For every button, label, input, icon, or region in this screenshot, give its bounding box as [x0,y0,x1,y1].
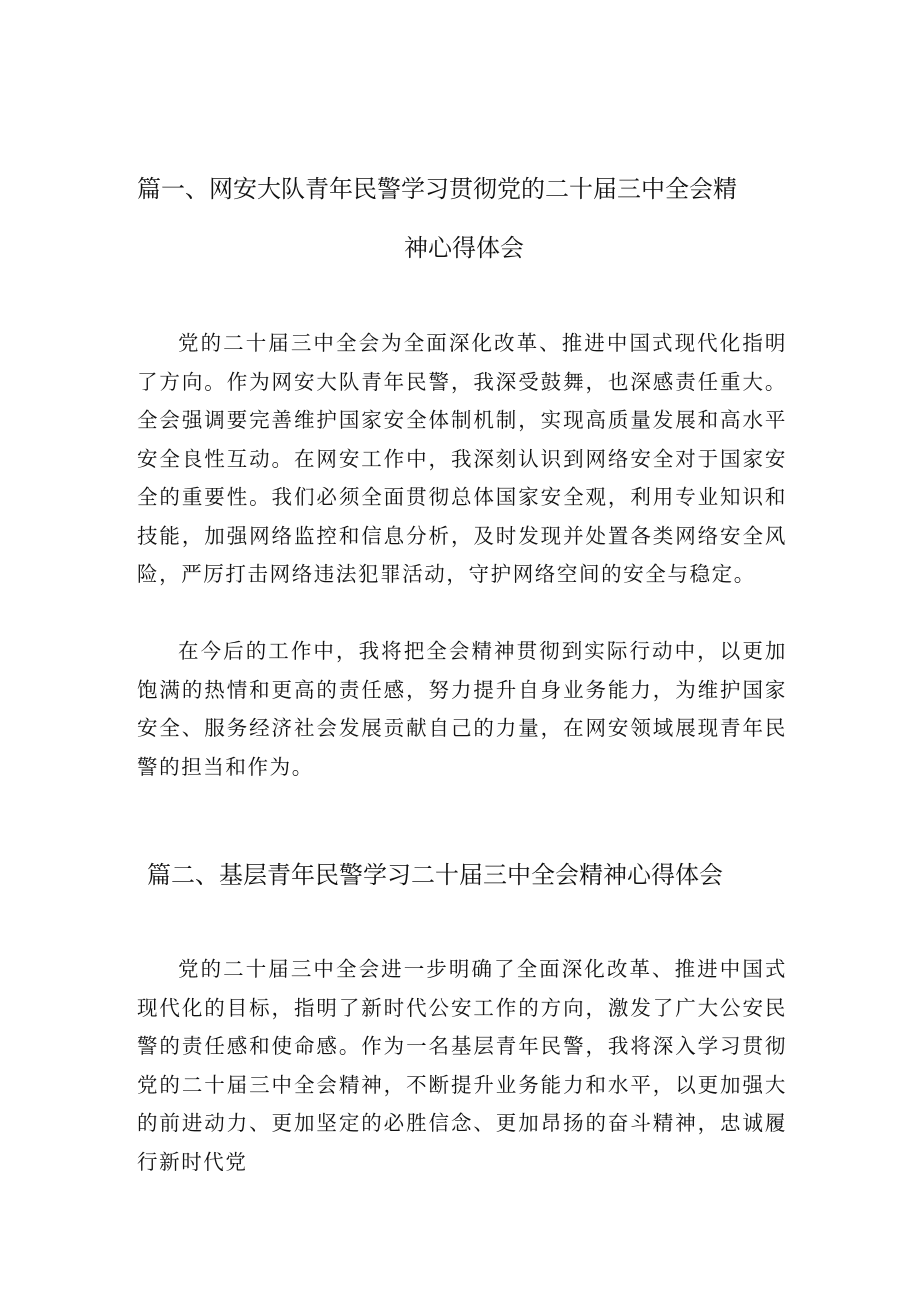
section1-paragraph-2: 在今后的工作中，我将把全会精神贯彻到实际行动中，以更加饱满的热情和更高的责任感，努力提升自身业务能力，为维护国家安全、服务经济社会发展贡献自己的力量，在网安领域展现青年民警的担当和作为。 [137,639,787,779]
section2-paragraph-1: 党的二十届三中全会进一步明确了全面深化改革、推进中国式现代化的目标，指明了新时代公安工作的方向，激发了广大公安民警的责任感和使命感。作为一名基层青年民警，我将深入学习贯彻党的二十届三中全会精神，不断提升业务能力和水平，以更加强大的前进动力、更加坚定的必胜信念、更加昂扬的奋斗精神，忠诚履行新时代党 [137,957,787,1174]
section1-title-line1: 篇一、网安大队青年民警学习贯彻党的二十届三中全会精 [137,175,737,203]
section2-title: 篇二、基层青年民警学习二十届三中全会精神心得体会 [147,861,723,889]
section1-title-line2: 神心得体会 [404,234,524,262]
section1-paragraph-1: 党的二十届三中全会为全面深化改革、推进中国式现代化指明了方向。作为网安大队青年民警，我深受鼓舞，也深感责任重大。全会强调要完善维护国家安全体制机制，实现高质量发展和高水平安全良性互动。在网安工作中，我深刻认识到网络安全对于国家安全的重要性。我们必须全面贯彻总体国家安全观，利用专业知识和技能，加强网络监控和信息分析，及时发现并处置各类网络安全风险，严厉打击网络违法犯罪活动，守护网络空间的安全与稳定。 [137,331,787,586]
